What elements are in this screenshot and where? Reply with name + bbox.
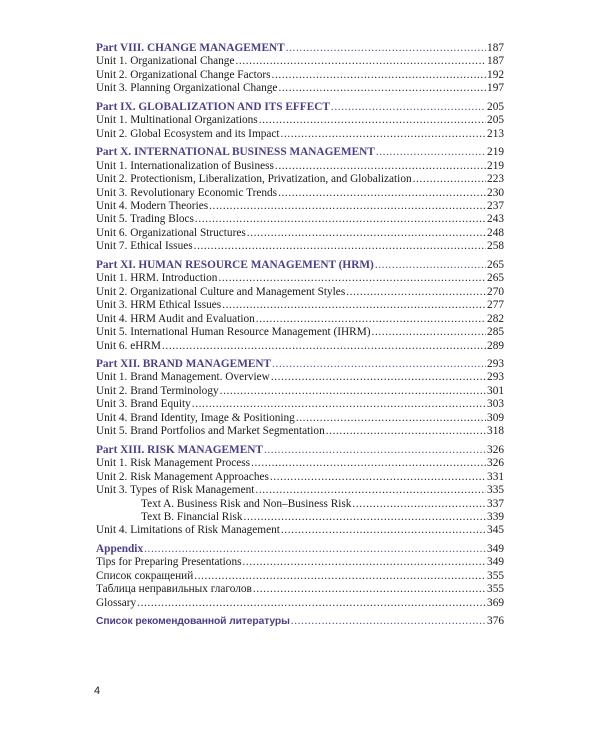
toc-part-heading[interactable]: [96, 543, 504, 556]
toc-entry-label: Unit 1. Risk Management Process: [96, 457, 251, 470]
toc-entry[interactable]: [96, 511, 504, 524]
toc-part-heading[interactable]: [96, 101, 504, 114]
toc-page-number: 345: [487, 524, 504, 537]
toc-entry-label: Part XI. HUMAN RESOURCE MANAGEMENT (HRM): [96, 258, 374, 271]
toc-entry-label: Unit 2. Global Ecosystem and its Impact: [96, 127, 280, 140]
toc-page-number: 349: [487, 556, 504, 569]
toc-page-number: 303: [487, 398, 504, 411]
toc-page-number: 230: [487, 186, 504, 199]
toc-page-number: 339: [487, 510, 504, 523]
page-number: 4: [94, 685, 101, 697]
toc-entry[interactable]: [96, 187, 504, 200]
toc-entry-label: Unit 3. Planning Organizational Change: [96, 82, 278, 95]
toc-entry[interactable]: [96, 326, 504, 339]
toc-page-number: 369: [487, 596, 504, 609]
toc-entry-label: Unit 1. Brand Management. Overview: [96, 371, 270, 384]
toc-entry-label: Unit 2. Risk Management Approaches: [96, 470, 269, 483]
toc-entry-label: Unit 4. Brand Identity, Image & Positioning: [96, 411, 295, 424]
dot-leader: [278, 82, 486, 95]
toc-entry[interactable]: [96, 213, 504, 226]
toc-page-number: 223: [487, 173, 504, 186]
toc-entry-label: Unit 6. Organizational Structures: [96, 226, 246, 239]
toc-part-heading[interactable]: [96, 615, 504, 628]
toc-page-number: 326: [487, 443, 504, 456]
toc-entry[interactable]: [96, 597, 504, 610]
toc-page-number: 258: [487, 240, 504, 253]
toc-entry-label: Unit 4. Modern Theories: [96, 199, 209, 212]
dot-leader: [220, 385, 486, 398]
toc-entry[interactable]: [96, 128, 504, 141]
toc-entry[interactable]: [96, 227, 504, 240]
toc-section: [96, 259, 504, 353]
dot-leader: [255, 484, 486, 497]
toc-page-number: 270: [487, 285, 504, 298]
dot-leader: [137, 597, 486, 610]
toc-entry[interactable]: [96, 484, 504, 497]
toc-entry-label: Unit 1. HRM. Introduction: [96, 272, 218, 285]
toc-page-number: 282: [487, 312, 504, 325]
toc-entry[interactable]: [96, 114, 504, 127]
toc-page-number: 293: [487, 371, 504, 384]
toc-page-number: 376: [487, 615, 504, 628]
dot-leader: [243, 556, 487, 569]
dot-leader: [195, 213, 486, 226]
toc-entry-label: Part XII. BRAND MANAGEMENT: [96, 357, 272, 370]
toc-entry-label: Unit 5. Brand Portfolios and Market Segmentation: [96, 425, 325, 438]
toc-page-number: 187: [487, 42, 504, 54]
toc-entry[interactable]: [96, 286, 504, 299]
dot-leader: [272, 358, 486, 371]
dot-leader: [331, 101, 486, 114]
toc-page-number: 277: [487, 299, 504, 312]
toc-page-number: 265: [487, 258, 504, 271]
toc-entry-label: Unit 1. Organizational Change: [96, 55, 235, 68]
toc-section: [96, 42, 504, 96]
dot-leader: [222, 299, 486, 312]
toc-page-number: 337: [487, 497, 504, 510]
dot-leader: [259, 114, 486, 127]
toc-entry-label: Unit 4. Limitations of Risk Management: [96, 524, 280, 537]
toc-page-number: 205: [487, 100, 504, 113]
toc-part-heading[interactable]: [96, 42, 504, 55]
toc-page-number: 187: [487, 55, 504, 68]
toc-entry[interactable]: [96, 173, 504, 186]
toc-entry[interactable]: [96, 425, 504, 438]
toc-entry-label: Part X. INTERNATIONAL BUSINESS MANAGEMENT: [96, 146, 375, 159]
toc-entry[interactable]: [96, 340, 504, 353]
toc-entry-label: Unit 6. eHRM: [96, 339, 161, 352]
toc-part-heading[interactable]: [96, 146, 504, 159]
toc-section: [96, 146, 504, 254]
dot-leader: [376, 146, 486, 159]
toc-page-number: 192: [487, 68, 504, 81]
toc-page-number: 219: [487, 146, 504, 159]
dot-leader: [271, 371, 486, 384]
toc-entry[interactable]: [96, 570, 504, 583]
toc-entry-label: Text A. Business Risk and Non–Business Risk: [141, 497, 352, 510]
toc-entry-label: Unit 3. Types of Risk Management: [96, 484, 255, 497]
toc-entry[interactable]: [96, 498, 504, 511]
dot-leader: [278, 187, 486, 200]
dot-leader: [251, 457, 486, 470]
toc-entry[interactable]: [96, 524, 504, 537]
toc-page-number: 285: [487, 326, 504, 339]
dot-leader: [372, 326, 487, 339]
dot-leader: [192, 398, 486, 411]
toc-entry-label: Unit 3. Brand Equity: [96, 398, 191, 411]
dot-leader: [194, 570, 486, 583]
toc-page-number: 243: [487, 213, 504, 226]
toc-part-heading[interactable]: [96, 444, 504, 457]
dot-leader: [144, 543, 486, 556]
toc-page-number: 197: [487, 82, 504, 95]
toc-entry-label: Unit 2. Organizational Culture and Management Styles: [96, 285, 346, 298]
dot-leader: [281, 128, 487, 141]
toc-entry-label: Unit 1. Multinational Organizations: [96, 114, 258, 127]
toc-entry[interactable]: [96, 385, 504, 398]
toc-entry[interactable]: [96, 371, 504, 384]
dot-leader: [247, 227, 486, 240]
toc-entry-label: Part VIII. CHANGE MANAGEMENT: [96, 42, 285, 54]
toc-entry-label: Unit 1. Internationalization of Business: [96, 159, 274, 172]
toc-entry[interactable]: [96, 313, 504, 326]
toc-entry[interactable]: [96, 69, 504, 82]
toc-entry[interactable]: [96, 55, 504, 68]
toc-part-heading[interactable]: [96, 358, 504, 371]
toc-page-number: 293: [487, 357, 504, 370]
toc-page-number: 237: [487, 199, 504, 212]
toc-entry-label: Unit 2. Protectionism, Liberalization, Privatization, and Globalization: [96, 173, 412, 186]
toc-entry[interactable]: [96, 160, 504, 173]
toc-page-number: 289: [487, 339, 504, 352]
dot-leader: [326, 425, 486, 438]
dot-leader: [244, 511, 487, 524]
toc-page-number: 301: [487, 384, 504, 397]
toc-page-number: 248: [487, 226, 504, 239]
toc-page-number: 219: [487, 159, 504, 172]
dot-leader: [218, 272, 486, 285]
toc-entry-label: Appendix: [96, 542, 144, 555]
toc-entry-label: Unit 2. Organizational Change Factors: [96, 68, 271, 81]
dot-leader: [209, 200, 486, 213]
dot-leader: [286, 42, 486, 55]
dot-leader: [272, 69, 487, 82]
toc-entry-label: Unit 7. Ethical Issues: [96, 240, 193, 253]
toc-page-number: 349: [487, 542, 504, 555]
toc-section: [96, 358, 504, 439]
toc-entry-label: Glossary: [96, 596, 137, 609]
toc-entry[interactable]: [96, 200, 504, 213]
toc-entry[interactable]: [96, 82, 504, 95]
toc-page-number: 331: [487, 470, 504, 483]
dot-leader: [413, 173, 486, 186]
toc-entry-label: Text B. Financial Risk: [141, 510, 243, 523]
toc-section: [96, 444, 504, 538]
dot-leader: [235, 55, 486, 68]
toc-entry-label: Part IX. GLOBALIZATION AND ITS EFFECT: [96, 100, 330, 113]
toc-entry[interactable]: [96, 457, 504, 470]
toc-entry-label: Unit 5. International Human Resource Management (IHRM): [96, 326, 371, 339]
toc-page-number: 205: [487, 114, 504, 127]
dot-leader: [253, 583, 486, 596]
toc-part-heading[interactable]: [96, 259, 504, 272]
toc-entry-label: Unit 3. Revolutionary Economic Trends: [96, 186, 278, 199]
dot-leader: [375, 259, 486, 272]
toc-entry-label: Part XIII. RISK MANAGEMENT: [96, 443, 263, 456]
toc-entry[interactable]: [96, 299, 504, 312]
toc-entry-label: Таблица неправильных глаголов: [96, 583, 252, 596]
dot-leader: [162, 340, 486, 353]
toc-page-number: 335: [487, 484, 504, 497]
dot-leader: [256, 313, 486, 326]
dot-leader: [291, 615, 486, 628]
toc-page-number: 265: [487, 272, 504, 285]
toc-entry-label: Unit 4. HRM Audit and Evaluation: [96, 312, 255, 325]
toc-entry[interactable]: [96, 398, 504, 411]
table-of-contents: [96, 42, 504, 634]
toc-entry-label: Unit 3. HRM Ethical Issues: [96, 299, 222, 312]
toc-entry-label: Unit 5. Trading Blocs: [96, 213, 194, 226]
toc-entry[interactable]: [96, 556, 504, 569]
toc-entry-label: Tips for Preparing Presentations: [96, 556, 242, 569]
toc-section: [96, 543, 504, 610]
dot-leader: [296, 412, 486, 425]
toc-entry-label: Unit 2. Brand Terminology: [96, 384, 219, 397]
dot-leader: [346, 286, 486, 299]
toc-entry[interactable]: [96, 583, 504, 596]
toc-page-number: 355: [487, 583, 504, 596]
dot-leader: [270, 471, 486, 484]
dot-leader: [275, 160, 486, 173]
dot-leader: [264, 444, 486, 457]
toc-entry[interactable]: [96, 272, 504, 285]
toc-entry[interactable]: [96, 471, 504, 484]
toc-page-number: 309: [487, 411, 504, 424]
dot-leader: [281, 524, 486, 537]
toc-page-number: 318: [487, 425, 504, 438]
toc-page-number: 326: [487, 457, 504, 470]
toc-entry[interactable]: [96, 240, 504, 253]
toc-page-number: 355: [487, 569, 504, 582]
toc-section: [96, 615, 504, 628]
toc-entry-label: Список сокращений: [96, 569, 194, 582]
toc-entry[interactable]: [96, 412, 504, 425]
toc-section: [96, 101, 504, 141]
dot-leader: [194, 240, 486, 253]
toc-entry-label: Список рекомендованной литературы: [96, 616, 290, 628]
dot-leader: [352, 498, 486, 511]
toc-page-number: 213: [487, 127, 504, 140]
